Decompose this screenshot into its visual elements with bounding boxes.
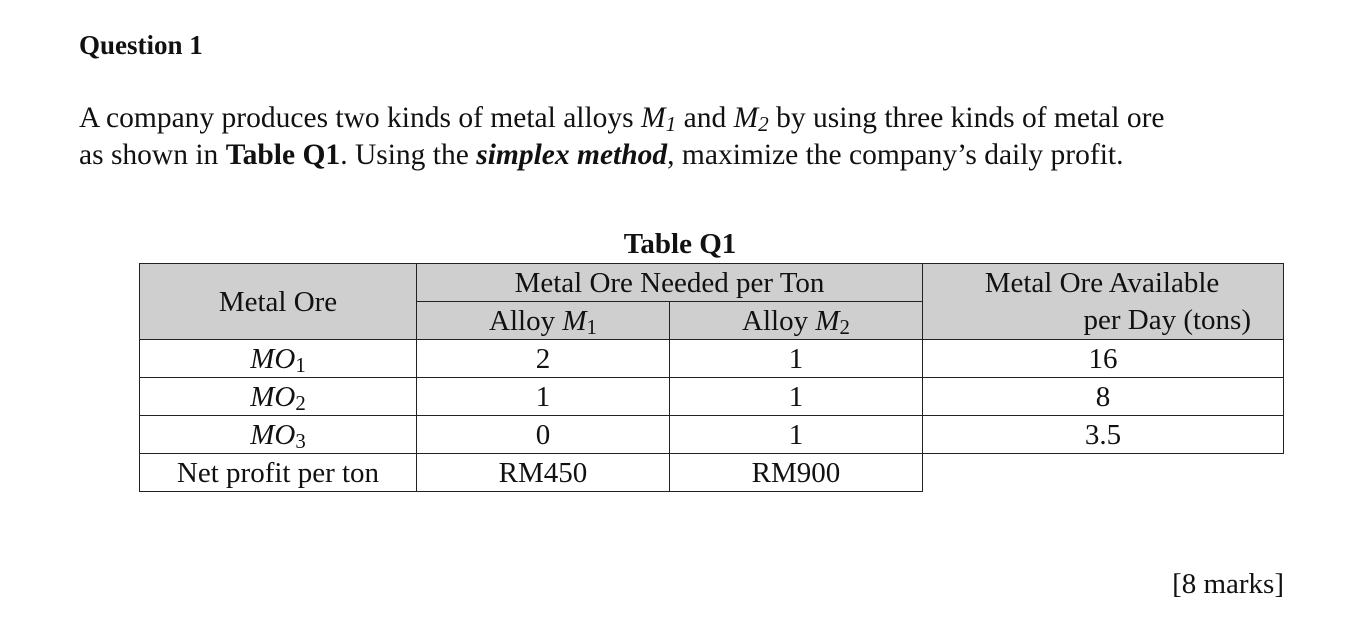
line2-text-a: as shown in [79,139,226,171]
alloy-m1-cell: 2 [417,340,670,378]
ore-var: MO [250,418,296,451]
alloy-m2-symbol [734,102,769,134]
alloy-m2-sub: 2 [758,111,769,136]
alloy-m1-sub: 1 [665,111,677,136]
alloy-m2-var: M [733,102,759,134]
table-row [140,340,1284,378]
header-alloy-m2 [670,302,923,340]
available-cell: 8 [923,378,1284,416]
profit-m1-cell: RM450 [417,454,670,492]
line2-text-c: , maximize the company’s daily profit. [667,139,1124,171]
header-metal-ore: Metal Ore [140,264,417,340]
alloy-m1-var: M [641,102,666,134]
alloy-m2-cell: 1 [670,340,923,378]
ore-sub: 3 [295,428,306,453]
question-line-2 [79,137,1284,174]
header-alloy-m1 [417,302,670,340]
profit-label-cell: Net profit per ton [140,454,417,492]
table-row [140,416,1284,454]
table-caption: Table Q1 [623,228,737,260]
header-alloy1-var: M [562,304,587,337]
ore-var: MO [250,380,296,413]
question-heading: Question 1 [79,30,203,60]
header-available-line-1: Metal Ore Available [984,266,1220,299]
line1-text-c: by using three kinds of metal ore [768,102,1165,134]
header-ore-available [923,264,1284,340]
ore-sub: 1 [295,352,306,377]
profit-row [140,454,1284,492]
line1-text-b: and [676,102,734,134]
table-reference: Table Q1 [225,139,341,171]
ore-name-cell [140,340,417,378]
table-header-row-1 [140,264,1284,302]
available-cell: 3.5 [923,416,1284,454]
question-line-1 [79,100,1284,137]
line1-part-a [79,100,1165,137]
ore-table [139,263,1284,492]
header-available-line-2: per Day (tons) [1083,303,1251,336]
alloy-m2-cell: 1 [670,416,923,454]
marks-label: [8 marks] [1172,568,1284,600]
ore-name-cell [140,416,417,454]
method-name: simplex method [476,139,668,171]
ore-sub: 2 [295,390,306,415]
ore-var: MO [250,342,296,375]
alloy-m1-cell: 1 [417,378,670,416]
header-alloy2-sub: 2 [839,314,850,339]
header-alloy1-prefix: Alloy [489,304,563,337]
header-alloy2-prefix: Alloy [742,304,816,337]
header-alloy1-sub: 1 [586,314,597,339]
header-ore-needed: Metal Ore Needed per Ton [417,264,923,302]
table-row [140,378,1284,416]
alloy-m1-symbol [641,102,676,134]
header-alloy2-var: M [815,304,840,337]
alloy-m2-cell: 1 [670,378,923,416]
alloy-m1-cell: 0 [417,416,670,454]
ore-name-cell [140,378,417,416]
empty-cell [923,454,1284,492]
line1-text-a: A company produces two kinds of metal alloys [79,102,642,134]
line2-text-b: . Using the [340,139,477,171]
available-cell: 16 [923,340,1284,378]
question-text [79,100,1284,174]
profit-m2-cell: RM900 [670,454,923,492]
